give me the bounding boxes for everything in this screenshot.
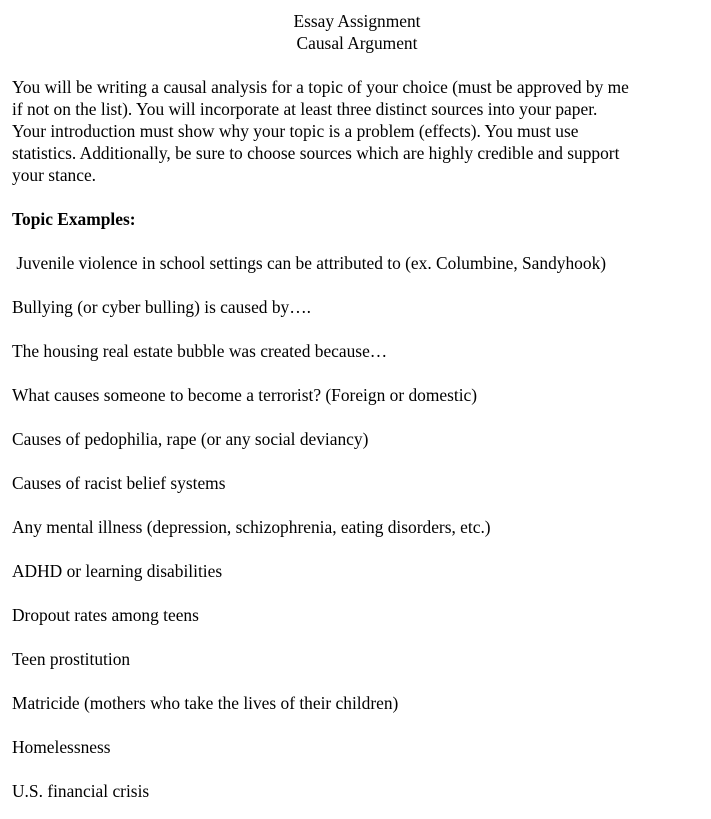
topic-item: Homelessness <box>12 737 111 757</box>
intro-line: if not on the list). You will incorporate at least three distinct sources into your paper. <box>12 99 598 119</box>
document-subtitle: Causal Argument <box>296 33 418 53</box>
intro-line: statistics. Additionally, be sure to choose sources which are highly credible and support <box>12 143 620 163</box>
topic-item: ADHD or learning disabilities <box>12 561 223 581</box>
topic-item: Causes of racist belief systems <box>12 473 226 493</box>
topic-item: Dropout rates among teens <box>12 605 199 625</box>
topic-item: Bullying (or cyber bulling) is caused by…. <box>12 297 311 317</box>
intro-line: your stance. <box>12 165 97 185</box>
topic-item: The housing real estate bubble was created because… <box>12 341 388 361</box>
intro-line: Your introduction must show why your topic is a problem (effects). You must use <box>12 121 579 141</box>
topic-item: Causes of pedophilia, rape (or any social deviancy) <box>12 429 369 449</box>
topic-item: What causes someone to become a terrorist? (Foreign or domestic) <box>12 385 478 405</box>
topic-item: Juvenile violence in school settings can be attributed to (ex. Columbine, Sandyhook) <box>12 253 607 273</box>
topics-heading: Topic Examples: <box>12 209 136 229</box>
topic-item: Matricide (mothers who take the lives of their children) <box>12 693 399 713</box>
document-title: Essay Assignment <box>293 11 421 31</box>
intro-line: You will be writing a causal analysis for a topic of your choice (must be approved by me <box>12 77 629 97</box>
topic-item: U.S. financial crisis <box>12 781 150 801</box>
topic-item: Teen prostitution <box>12 649 131 669</box>
intro-paragraph <box>12 76 702 186</box>
topic-item: Any mental illness (depression, schizophrenia, eating disorders, etc.) <box>12 517 491 537</box>
